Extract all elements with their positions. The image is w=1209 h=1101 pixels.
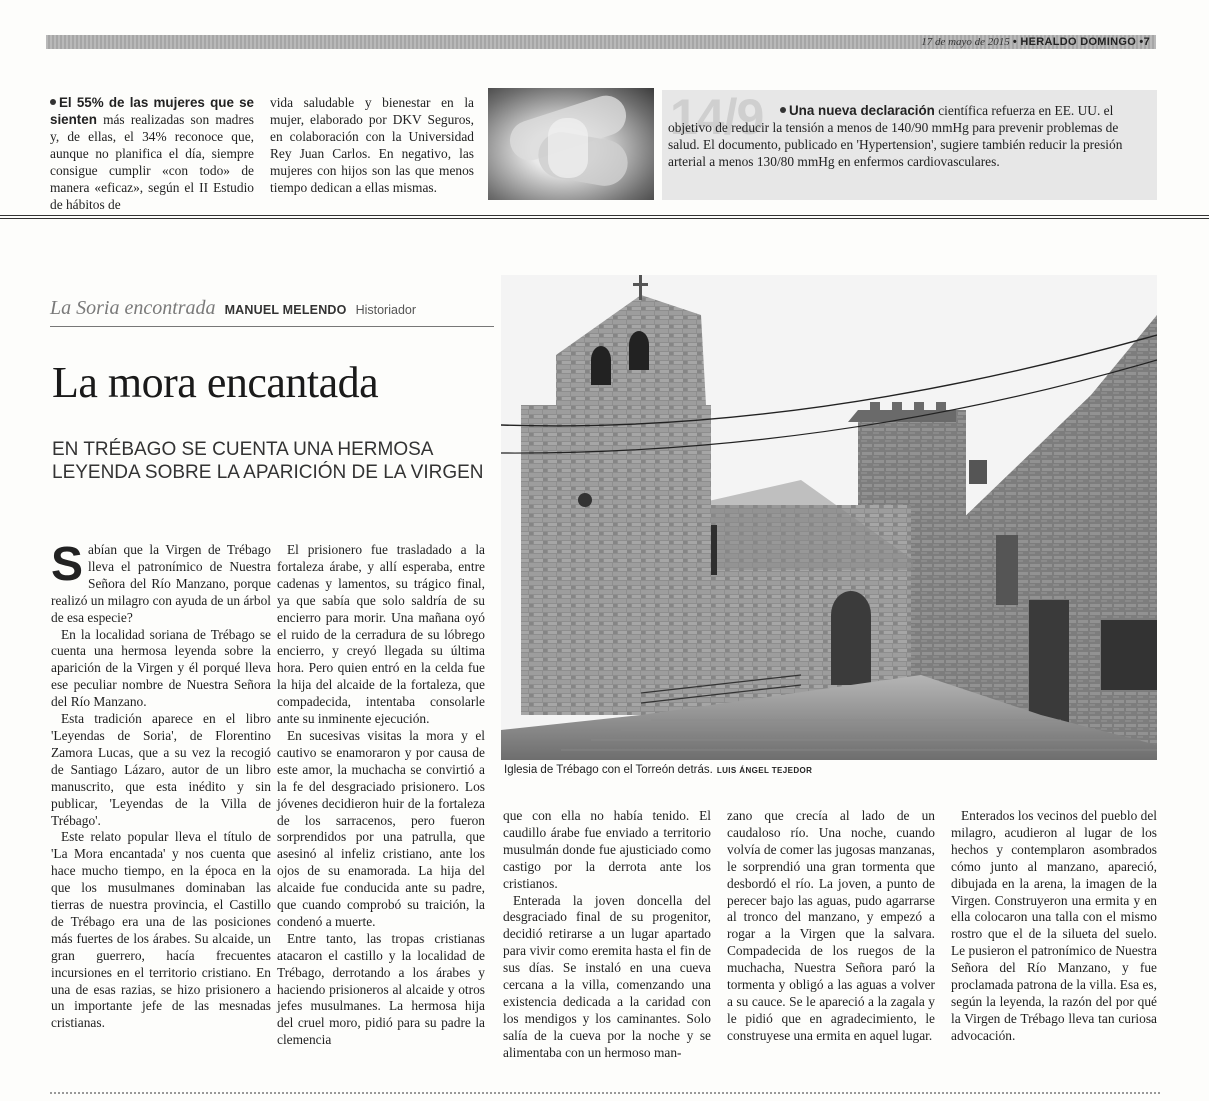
col2-paragraph-3: Entre tanto, las tropas cristianas atacaron el castillo y la localidad de Trébago, derrotando a los árabes y haciendo prisioneros al alcaide y otros jefes musulmanes. La hermosa hija del cruel moro, pidió para su padre la clemencia xyxy=(277,930,485,1048)
church-photo xyxy=(501,275,1157,760)
byline-rule xyxy=(50,326,494,327)
header-page-number: 7 xyxy=(1143,36,1150,48)
section-byline xyxy=(50,297,416,320)
header-publication: • HERALDO DOMINGO • xyxy=(1012,36,1144,48)
author-role: Historiador xyxy=(355,303,417,317)
brief-women-lead: El 55% de las mujeres que se sienten xyxy=(50,95,254,127)
brief-women-col-a xyxy=(50,94,254,213)
article-column-5 xyxy=(951,808,1157,1045)
stat-text-block xyxy=(668,102,1138,170)
col4-paragraph-1: zano que crecía al lado de un caudaloso río. Una noche, cuando volvía de comer las jugosas manzanas, le sorprendió una gran tormenta que desbordó el río. La joven, a punto de perecer bajo las aguas, pudo agarrarse al tronco del manzano, y empezó a rogar a la Virgen que la salvara. Compadecida de los ruegos de la muchacha, Nuestra Señora paró la tormenta y obligó a las aguas a volver a su cauce. Se le apareció a la zagala y le pidió que en agradecimiento, le construyese una ermita en aquel lugar. xyxy=(727,808,935,1043)
article-column-3 xyxy=(503,808,711,1062)
article-subheadline: EN TRÉBAGO SE CUENTA UNA HERMOSA LEYENDA SOBRE LA APARICIÓN DE LA VIRGEN xyxy=(52,439,484,483)
col2-paragraph-2: En sucesivas visitas la mora y el cautivo se enamoraron y por causa de este amor, la muchacha se convirtió a la fe del desgraciado prisionero. Los jóvenes decidieron huir de la fortaleza de los sarracenos, pero fueron sorprendidos por una patrulla, que asesinó al infeliz cristiano, ante los ojos de su enamorada. La hija del alcaide fue conducida ante su padre, que cuando comprobó su traición, la condenó a muerte. xyxy=(277,727,485,929)
article-column-2 xyxy=(277,542,485,1049)
article-column-4 xyxy=(727,808,935,1045)
stat-number: 14/9 xyxy=(670,89,764,145)
hands-photo xyxy=(488,88,654,200)
section-divider xyxy=(0,218,1209,219)
photo-credit: LUIS ÁNGEL TEJEDOR xyxy=(716,766,813,775)
col3-paragraph-2: Enterada la joven doncella del desgraciado final de su progenitor, decidió retirarse a un lugar apartado para vivir como eremita hasta el fin de sus días. Se instaló en una cueva cercana a la villa, comenzando una existencia dedicada a la caridad con los mendigos y los caminantes. Solo salía de la cueva por la noche y se alimentaba con un hermoso man- xyxy=(503,892,711,1060)
author-name: MANUEL MELENDO xyxy=(224,303,347,317)
brief-women-text-1: más realizadas son madres y, de ellas, el 34% reconoce que, aunque no planifica el día, siempre consigue cumplir «con todo» de manera «eficaz», según el II Estudio de hábitos de xyxy=(50,112,254,212)
col1-paragraph-2: En la localidad soriana de Trébago se cuenta una hermosa leyenda sobre la aparición de la Virgen y él porqué lleva ese peculiar nombre de Nuestra Señora del Río Manzano. xyxy=(51,626,271,710)
brief-women-col-b xyxy=(270,94,474,196)
page-header-bar xyxy=(46,35,1156,49)
col5-paragraph-1: Enterados los vecinos del pueblo del milagro, acudieron al lugar de los hechos y contemplaron asombrados cómo junto al manzano, apareció, dibujada en la arena, la imagen de la Virgen. Construyeron una ermita y en ella colocaron una talla con el mismo rostro que el de la silueta del suelo. Le pusieron el patronímico de Nuestra Señora del Río Manzano, y fue proclamada patrona de la villa. Esa es, según la leyenda, la razón del por qué la Virgen de Trébago lleva tan curiosa advocación. xyxy=(951,808,1157,1043)
col3-paragraph-1: que con ella no había tenido. El caudillo árabe fue enviado a territorio musulmán donde fue ajusticiado como castigo por la derrota ante los cristianos. xyxy=(503,808,711,891)
header-date: 17 de mayo de 2015 xyxy=(921,36,1010,48)
stat-lead: Una nueva declaración xyxy=(789,103,935,118)
bullet-icon xyxy=(50,99,56,105)
section-divider xyxy=(0,215,1209,216)
col1-paragraph-1: Sabían que la Virgen de Trébago lleva el patronímico de Nuestra Señora del Río Manzano, porque realizó un milagro con ayuda de un árbol de esa especie? xyxy=(51,538,271,625)
col1-paragraph-3: Esta tradición aparece en el libro 'Leyendas de Soria', de Florentino Zamora Lucas, que a su vez la recogió de Santiago Lázaro, autor de un libro manuscrito, que esta inédito y sin publicar, 'Leyendas de la Villa de Trébago'. xyxy=(51,711,271,828)
church-illustration xyxy=(501,275,1157,760)
article-column-1 xyxy=(51,538,271,1032)
stat-text: científica refuerza en EE. UU. el objetivo de reducir la tensión a menos de 140/90 mmHg para prevenir problemas de salud. El documento, publicado en 'Hypertension', sugiere también reducir la presión arterial a menos 130/80 mmHg en enfermos cardiovasculares. xyxy=(668,103,1123,169)
section-name: La Soria encontrada xyxy=(50,297,216,319)
drop-cap: S xyxy=(51,538,84,591)
brief-women-text-2: vida saludable y bienestar en la mujer, elaborado por DKV Seguros, en colaboración con la Universidad Rey Juan Carlos. En negativo, las mujeres con hijos son las que menos tiempo dedican a ellas mismas. xyxy=(270,95,474,195)
col2-paragraph-1: El prisionero fue trasladado a la fortaleza árabe, y allí esperaba, entre cadenas y lamentos, su trágico final, ya que sabía que solo saldría de su encierro para morir. Una mañana oyó el ruido de la cerradura de su lóbrego encierro, y creyó llegada su última hora. Pero quien entró en la celda fue la hija del alcaide de la fortaleza, que compadecida, intentaba consolarle ante su inminente ejecución. xyxy=(277,542,485,727)
bullet-icon xyxy=(780,107,786,113)
photo-caption-line xyxy=(504,764,812,776)
article-headline: La mora encantada xyxy=(52,358,379,407)
page-bottom-border xyxy=(50,1092,1160,1094)
photo-caption: Iglesia de Trébago con el Torreón detrás. xyxy=(504,764,713,776)
col1-paragraph-4: Este relato popular lleva el título de 'La Mora encantada' y nos cuenta que hace mucho tiempo, en la época en la que los musulmanes dominaban las tierras de nuestra provincia, el Castillo de Trébago era una de las posiciones más fuertes de los árabes. Su alcaide, un gran guerrero, hacía frecuentes incursiones en el territorio cristiano. En una de esas razias, se hizo prisionero a un importante jefe de las mesnadas cristianas. xyxy=(51,829,271,1031)
